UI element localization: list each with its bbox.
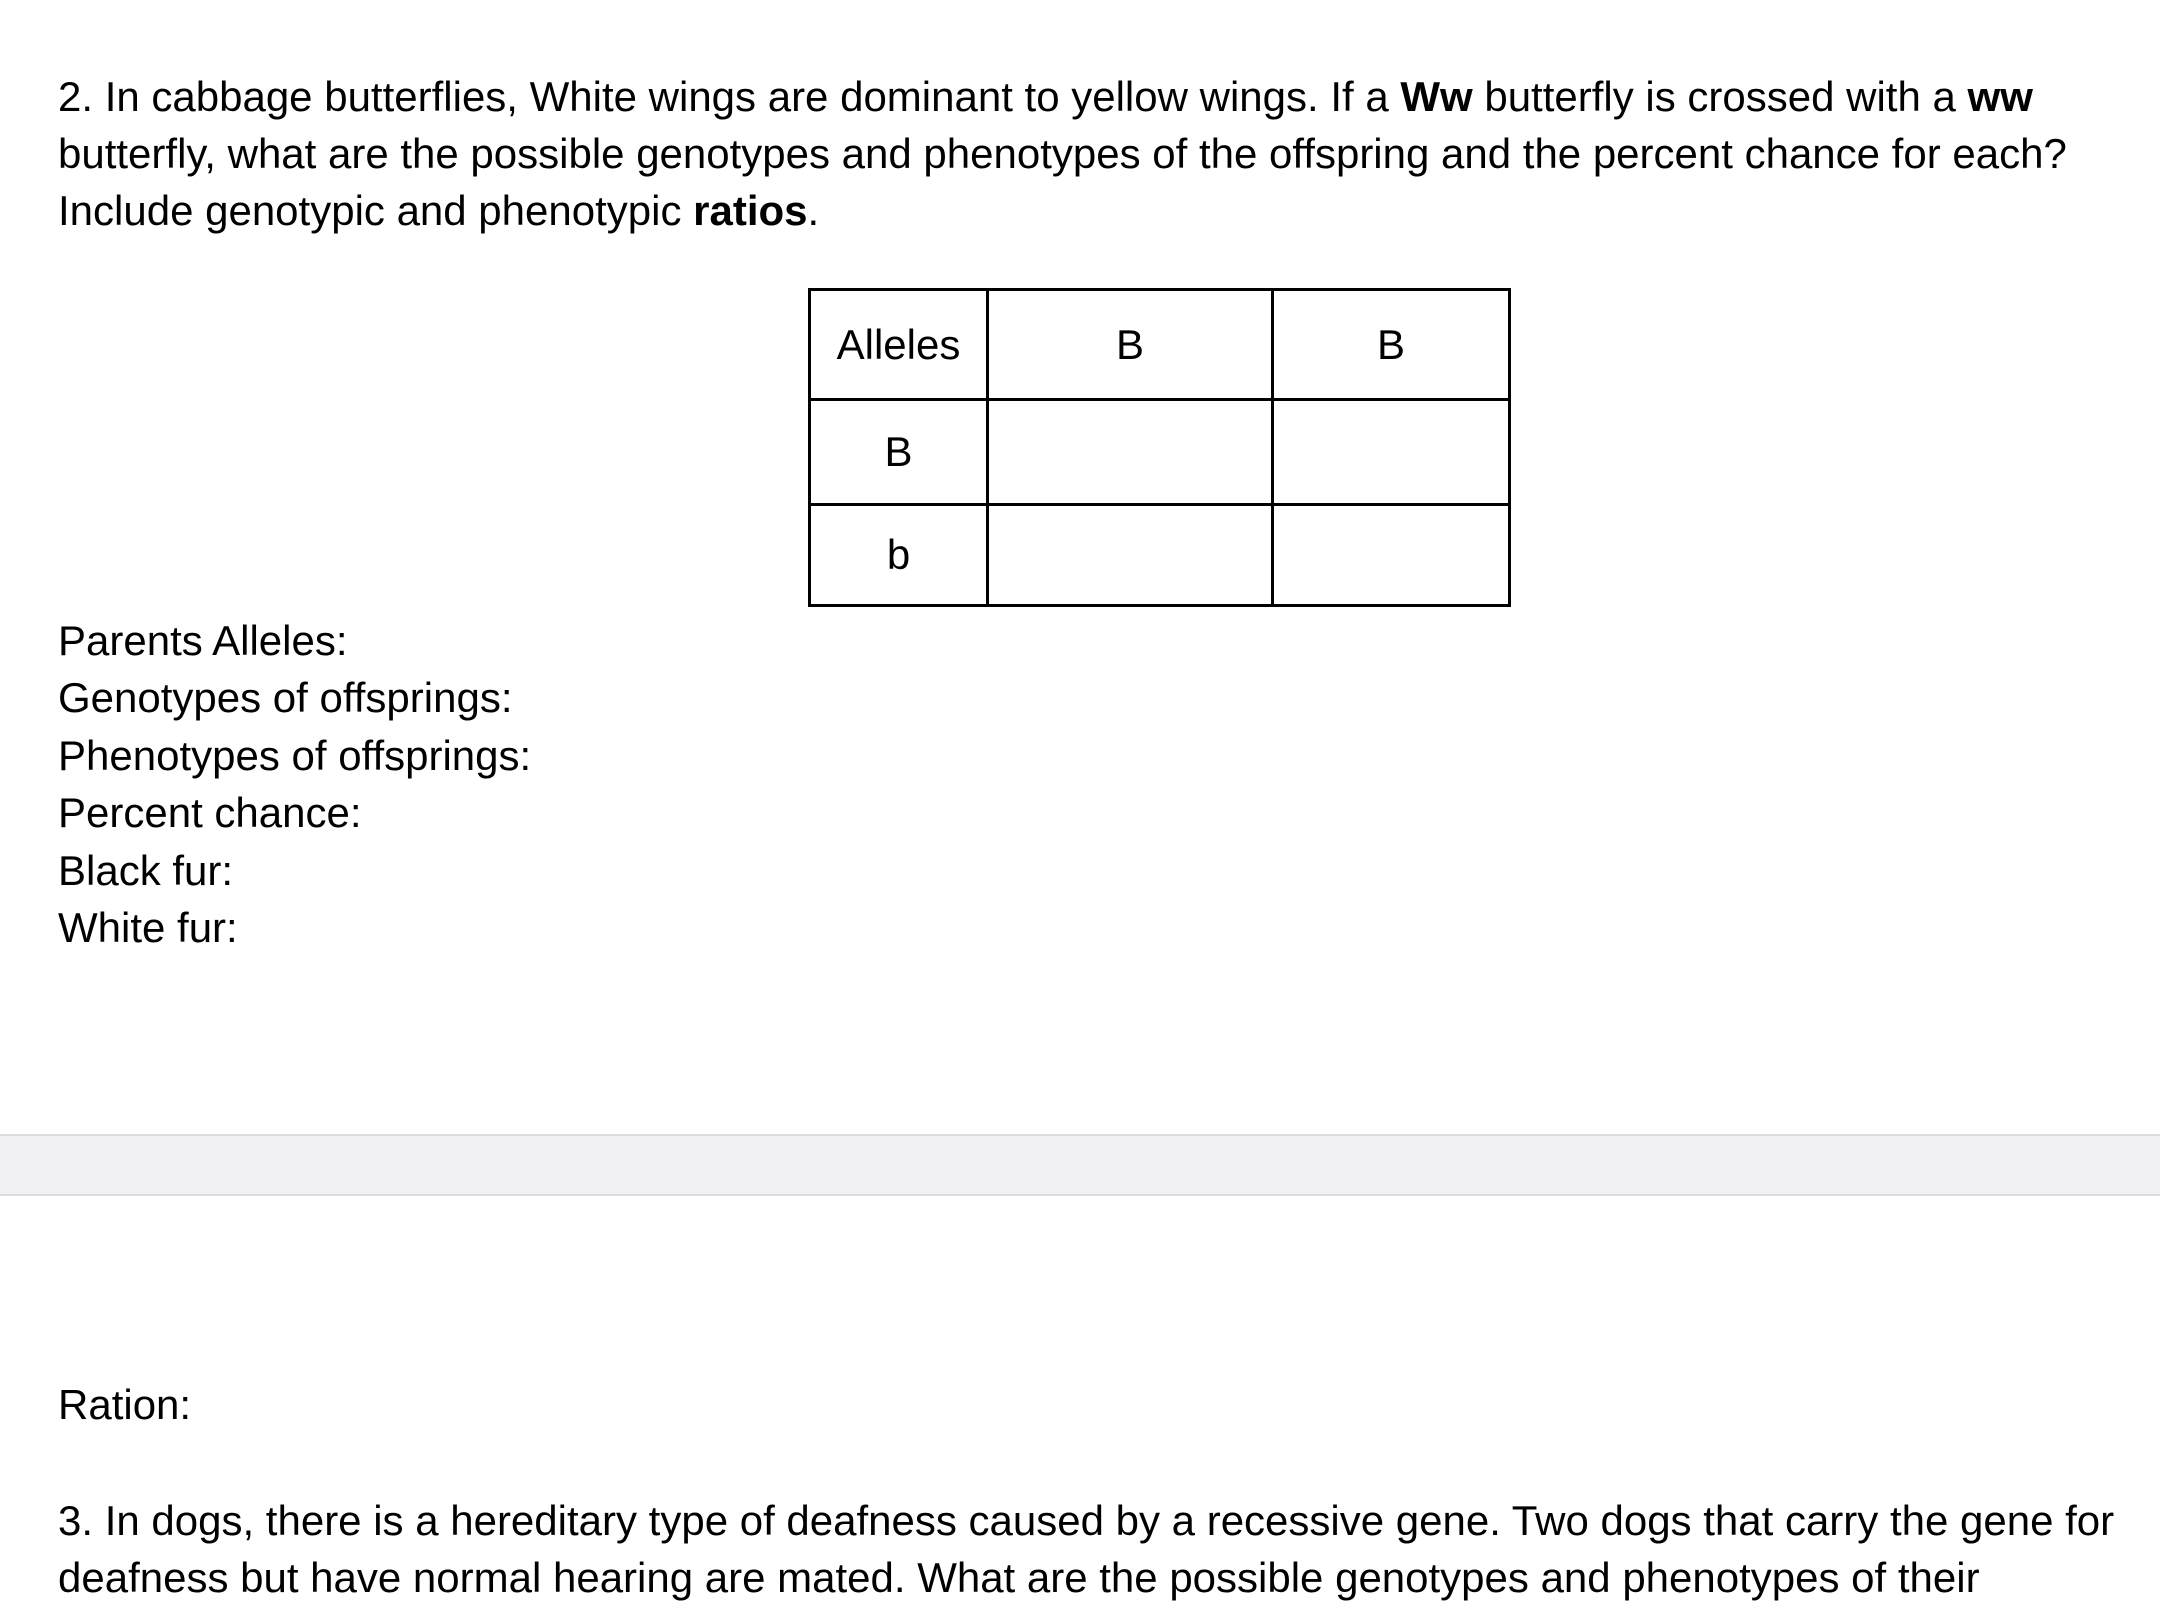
question-2-part-1: 2. In cabbage butterflies, White wings are dominant to yellow wings. If a xyxy=(58,73,1401,120)
question-2-text xyxy=(58,68,2138,239)
punnett-header-alleles: Alleles xyxy=(810,290,988,400)
punnett-cell[interactable] xyxy=(1273,400,1510,505)
phenotypes-label: Phenotypes of offsprings: xyxy=(58,731,532,779)
question-2-bold-genotype-2: ww xyxy=(1967,73,2033,120)
punnett-header-allele-2: B xyxy=(1273,290,1510,400)
punnett-cell[interactable] xyxy=(1273,505,1510,606)
ration-label: Ration: xyxy=(58,1381,192,1428)
page-break-divider xyxy=(0,1134,2160,1196)
question-2-part-3: butterfly, what are the possible genotypes and phenotypes of the offspring and the percent chance for each? Include genotypic and phenotypic xyxy=(58,130,2067,234)
genotypes-label: Genotypes of offsprings: xyxy=(58,674,513,722)
question-2-bold-ratios: ratios xyxy=(693,187,808,234)
punnett-row xyxy=(810,400,1510,505)
answer-fields xyxy=(58,612,531,956)
question-2-part-4: . xyxy=(807,187,820,234)
punnett-cell[interactable] xyxy=(988,505,1273,606)
parents-alleles-label: Parents Alleles: xyxy=(58,617,348,664)
punnett-square-table xyxy=(808,288,1511,607)
punnett-header-allele-1: B xyxy=(988,290,1273,400)
question-3-text: 3. In dogs, there is a hereditary type of deafness caused by a recessive gene. Two dogs that carry the gene for deafness but have normal hearing are mated. What are the possible genotypes and phenotypes of their xyxy=(58,1497,2115,1601)
percent-chance-label: Percent chance: xyxy=(58,789,362,837)
punnett-header-row xyxy=(810,290,1510,400)
punnett-row-label: B xyxy=(810,400,988,505)
white-fur-label: White fur: xyxy=(58,904,238,952)
punnett-row-label: b xyxy=(810,505,988,606)
punnett-cell[interactable] xyxy=(988,400,1273,505)
question-2-part-2: butterfly is crossed with a xyxy=(1472,73,1968,120)
question-2-bold-genotype-1: Ww xyxy=(1400,73,1473,120)
punnett-row xyxy=(810,505,1510,606)
black-fur-label: Black fur: xyxy=(58,846,234,894)
